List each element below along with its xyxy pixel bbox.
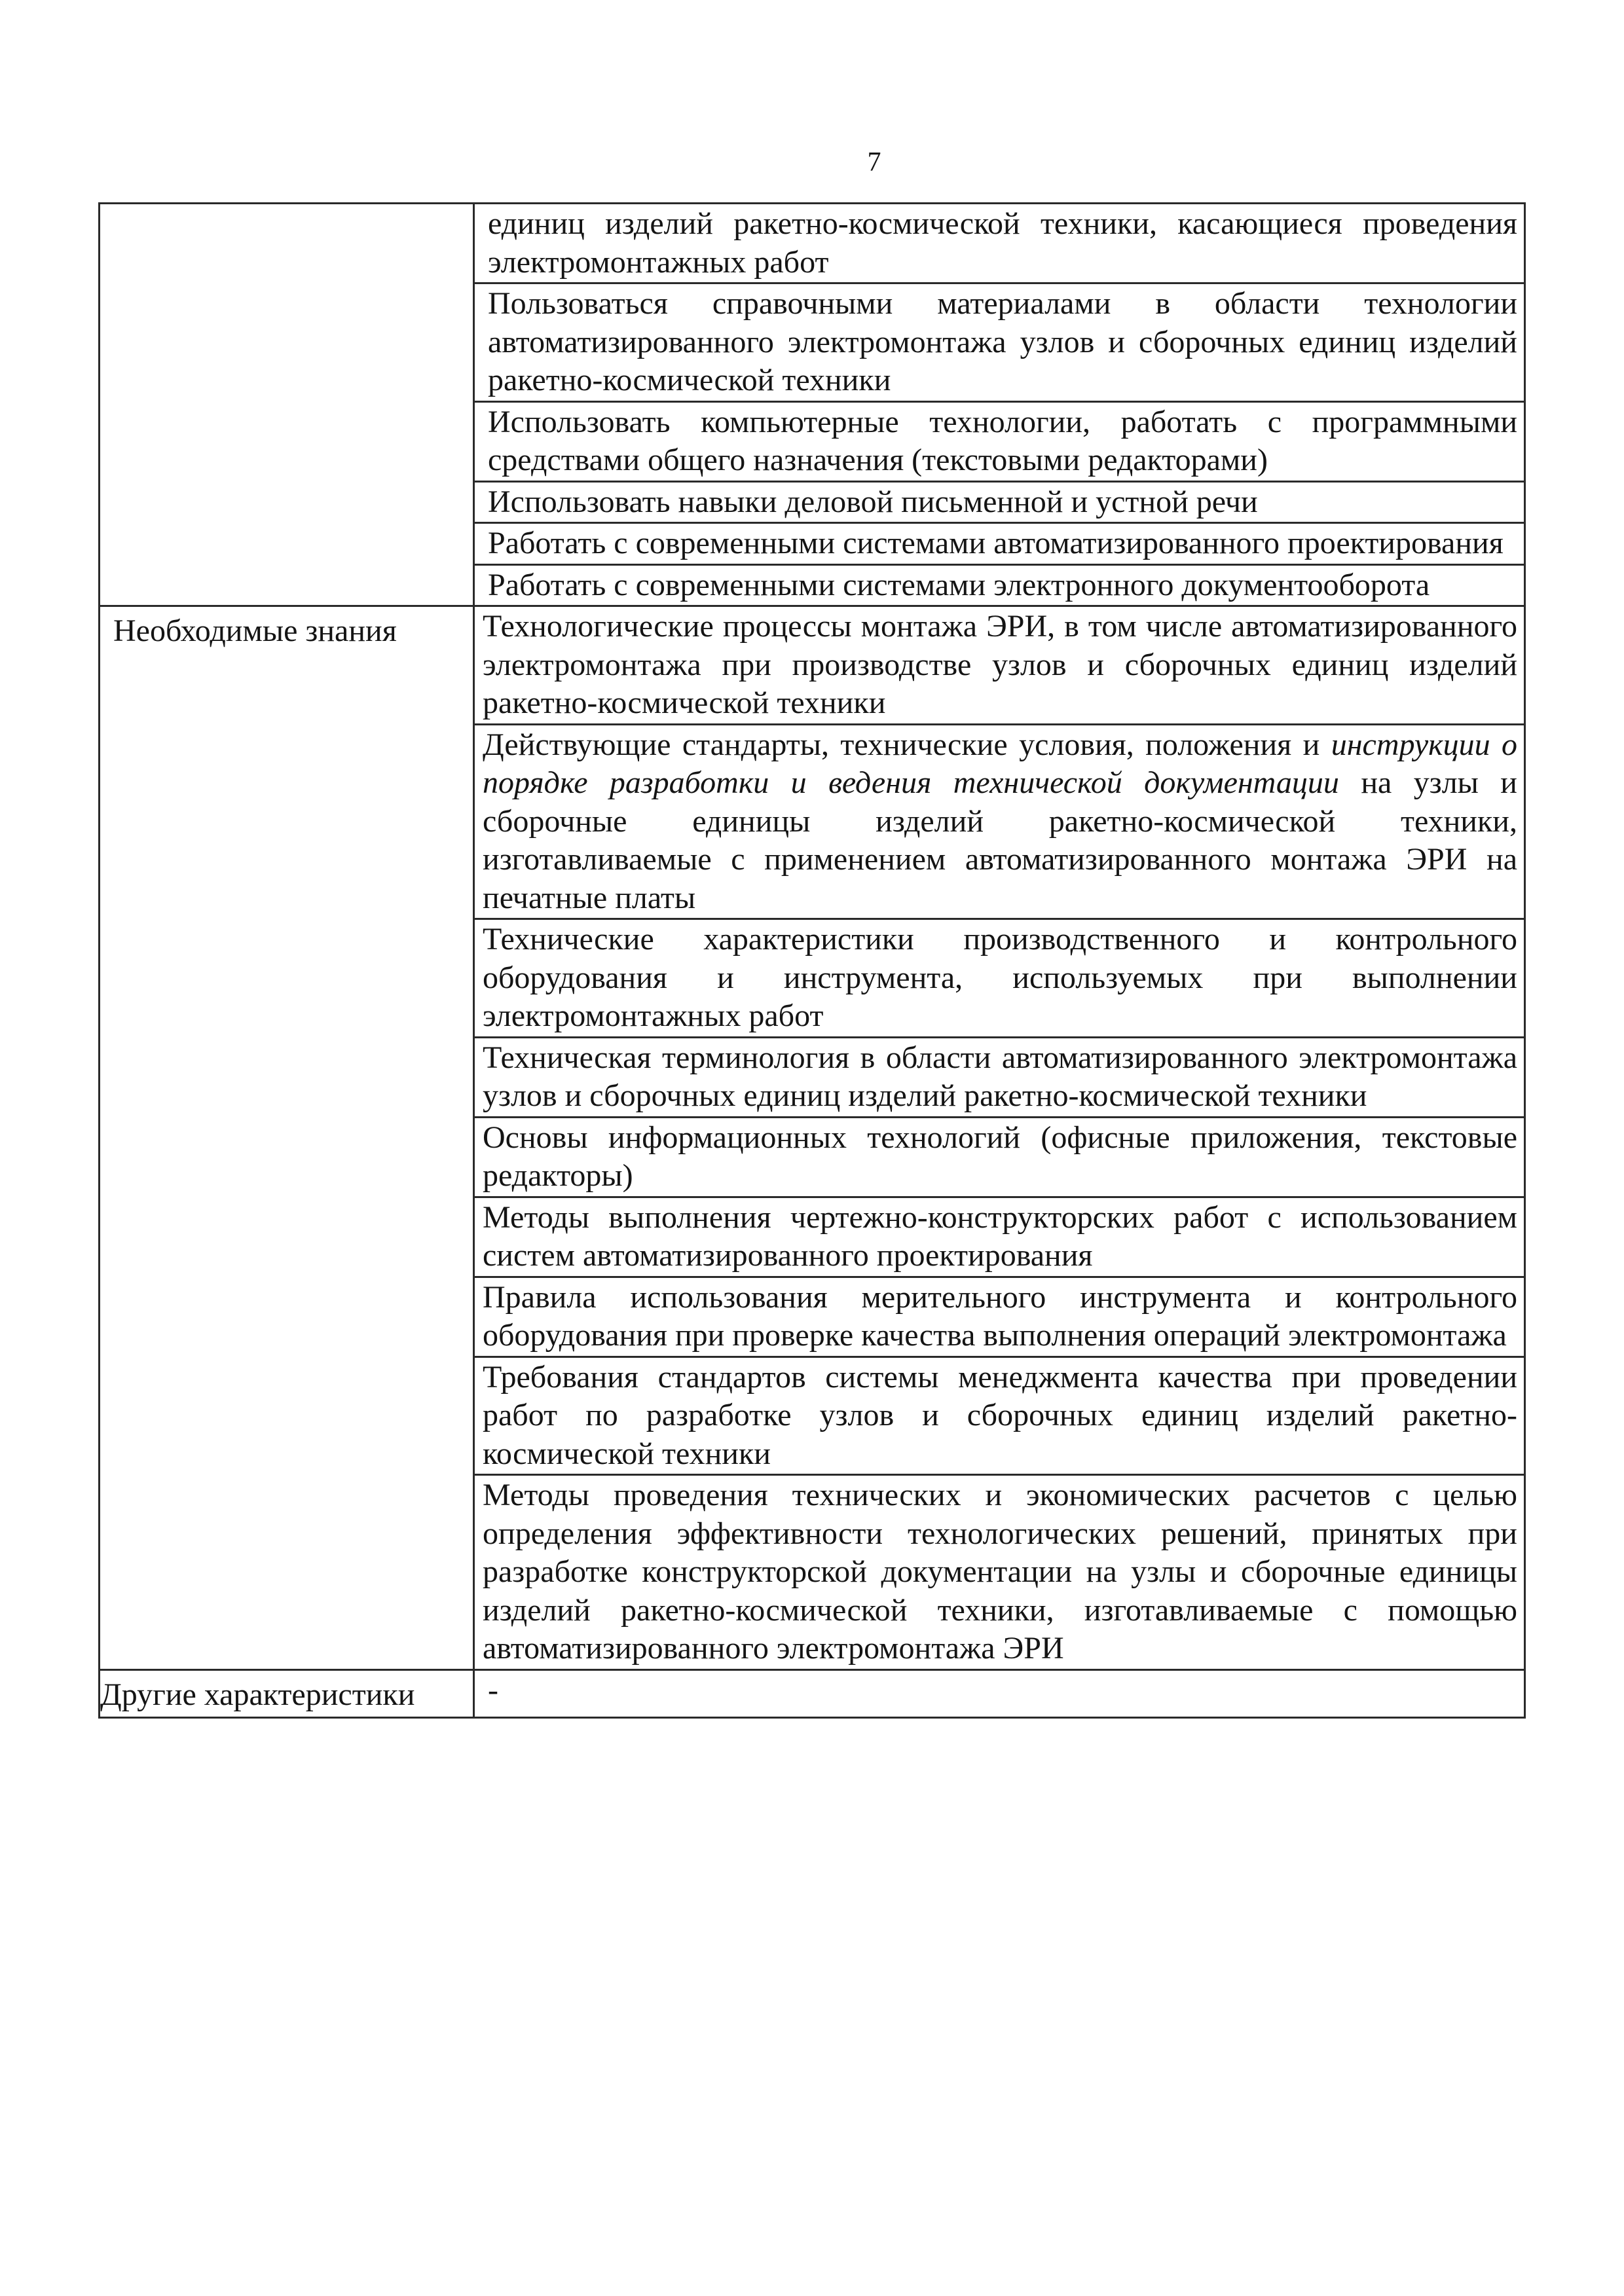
skill-cell: Использовать компьютерные технологии, работать с программными средствами общего назначения (текстовыми редакторами) (474, 401, 1525, 481)
table-row (100, 204, 1525, 283)
knowledge-cell: Правила использования мерительного инструмента и контрольного оборудования при проверке качества выполнения операций электромонтажа (474, 1277, 1525, 1357)
skill-cell: Работать с современными системами электронного документооборота (474, 564, 1525, 606)
knowledge-label: Необходимые знания (100, 606, 474, 1670)
knowledge-cell: Технические характеристики производственного и контрольного оборудования и инструмента, используемых при выполнении электромонтажных работ (474, 919, 1525, 1038)
skill-cell: Работать с современными системами автоматизированного проектирования (474, 523, 1525, 565)
page-number: 7 (867, 147, 881, 177)
other-characteristics-value: - (474, 1669, 1525, 1718)
knowledge-cell: Техническая терминология в области автоматизированного электромонтажа узлов и сборочных единиц изделий ракетно-космической техники (474, 1037, 1525, 1117)
skill-cell: Использовать навыки деловой письменной и устной речи (474, 481, 1525, 523)
knowledge-text-start: Действующие стандарты, технические условия, положения и (483, 727, 1331, 762)
knowledge-text-end: на узлы и сборочные единицы изделий ракетно-космической техники, изготавливаемые с применением автоматизированного монтажа ЭРИ на печатные платы (483, 765, 1517, 915)
table-row (100, 1669, 1525, 1718)
knowledge-cell: Основы информационных технологий (офисные приложения, текстовые редакторы) (474, 1117, 1525, 1197)
knowledge-cell: Требования стандартов системы менеджмента качества при проведении работ по разработке узлов и сборочных единиц изделий ракетно-космической техники (474, 1357, 1525, 1475)
empty-label-cell (100, 204, 474, 606)
skill-cell: единиц изделий ракетно-космической техники, касающиеся проведения электромонтажных работ (474, 204, 1525, 283)
knowledge-cell: Методы проведения технических и экономических расчетов с целью определения эффективности технологических решений, принятых при разработке конструкторской документации на узлы и сборочные единицы изделий ракетно-космической техники, изготавливаемые с помощью автоматизированного электромонтажа ЭРИ (474, 1475, 1525, 1670)
knowledge-cell (474, 724, 1525, 919)
table-row (100, 606, 1525, 725)
characteristics-table (98, 202, 1526, 1719)
knowledge-cell: Технологические процессы монтажа ЭРИ, в том числе автоматизированного электромонтажа при производстве узлов и сборочных единиц изделий ракетно-космической техники (474, 606, 1525, 725)
knowledge-cell: Методы выполнения чертежно-конструкторских работ с использованием систем автоматизированного проектирования (474, 1197, 1525, 1277)
other-characteristics-label: Другие характеристики (100, 1669, 474, 1718)
knowledge-text-italic: инструкции о порядке разработки и ведения технической документации (483, 727, 1518, 800)
skill-cell: Пользоваться справочными материалами в области технологии автоматизированного электромонтажа узлов и сборочных единиц изделий ракетно-космической техники (474, 283, 1525, 402)
